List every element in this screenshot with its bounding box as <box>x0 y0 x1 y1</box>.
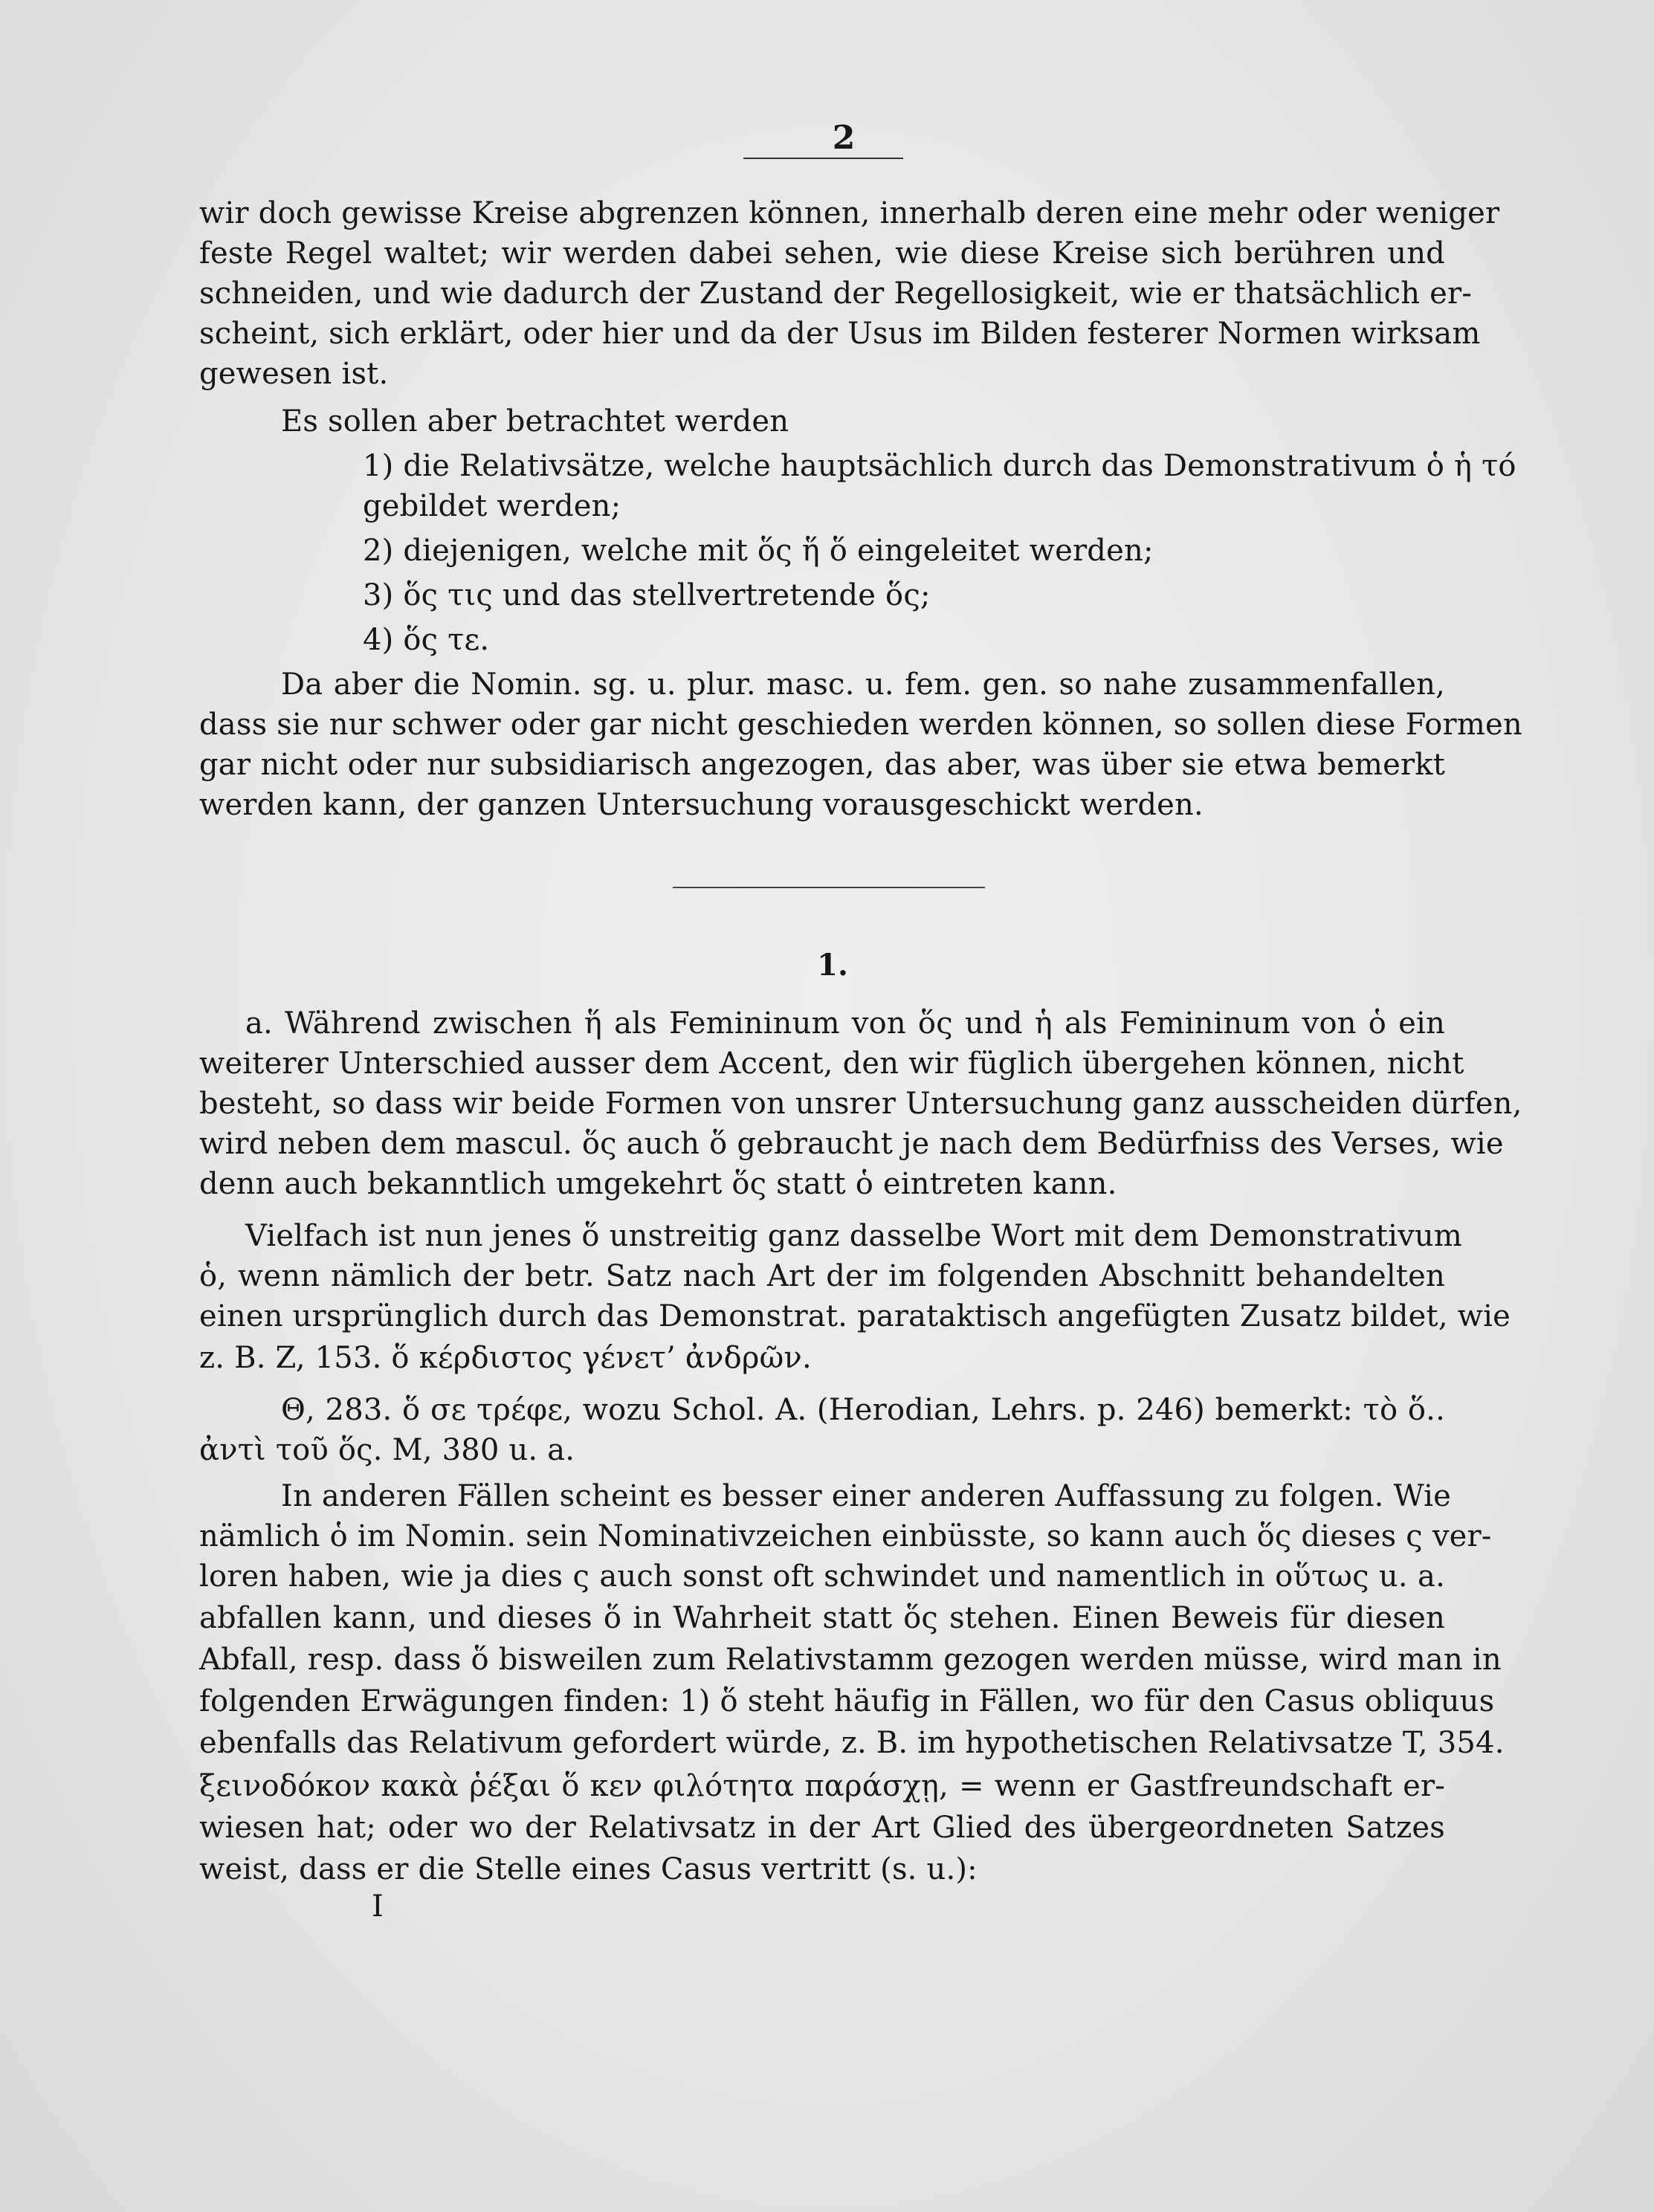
list-intro: Es sollen aber betrachtet werden <box>281 404 789 439</box>
section-number: 1. <box>817 948 848 983</box>
text-line: wiesen hat; oder wo der Relativsatz in der Art Glied des übergeordneten Satzes <box>199 1811 1445 1845</box>
signature-mark: I <box>372 1889 384 1924</box>
text-line: besteht, so dass wir beide Formen von unsrer Untersuchung ganz ausscheiden dürfen, <box>199 1087 1522 1121</box>
text-line: Abfall, resp. dass ὅ bisweilen zum Relativstamm gezogen werden müsse, wird man in <box>199 1643 1502 1677</box>
list-item-1: 1) die Relativsätze, welche hauptsächlich durch das Demonstrativum ὁ ἡ τό <box>363 449 1516 483</box>
text-line: feste Regel waltet; wir werden dabei sehen, wie diese Kreise sich berühren und <box>199 236 1445 271</box>
text-line: weiterer Unterschied ausser dem Accent, den wir füglich übergehen können, nicht <box>199 1047 1464 1081</box>
section-divider <box>673 887 985 888</box>
text-line: Da aber die Nomin. sg. u. plur. masc. u. fem. gen. so nahe zusammenfallen, <box>281 667 1445 702</box>
text-line: gar nicht oder nur subsidiarisch angezogen, das aber, was über sie etwa bemerkt <box>199 748 1445 782</box>
list-item-1-cont: gebildet werden; <box>363 489 621 523</box>
text-line: a. Während zwischen ἥ als Femininum von ὅς und ἡ als Femininum von ὁ ein <box>245 1006 1445 1041</box>
text-line: wir doch gewisse Kreise abgrenzen können, innerhalb deren eine mehr oder weniger <box>199 196 1500 230</box>
text-line: folgenden Erwägungen finden: 1) ὅ steht häufig in Fällen, wo für den Casus obliquus <box>199 1684 1495 1718</box>
text-line: ὁ, wenn nämlich der betr. Satz nach Art der im folgenden Abschnitt behandelten <box>199 1259 1445 1293</box>
text-line: Vielfach ist nun jenes ὅ unstreitig ganz dasselbe Wort mit dem Demonstrativum <box>245 1219 1462 1253</box>
text-line: schneiden, und wie dadurch der Zustand der Regellosigkeit, wie er thatsächlich er- <box>199 276 1473 311</box>
text-line: Θ, 283. ὅ σε τρέφε, wozu Schol. A. (Herodian, Lehrs. p. 246) bemerkt: τὸ ὅ.. <box>281 1393 1445 1427</box>
text-line: ebenfalls das Relativum gefordert würde, z. B. im hypothetischen Relativsatze T, 354. <box>199 1726 1505 1760</box>
list-item-3: 3) ὅς τις und das stellvertretende ὅς; <box>363 578 931 612</box>
text-line: ἀντὶ τοῦ ὅς. M, 380 u. a. <box>199 1433 575 1467</box>
text-line: In anderen Fällen scheint es besser einer anderen Auffassung zu folgen. Wie <box>281 1479 1451 1513</box>
list-item-2: 2) diejenigen, welche mit ὅς ἥ ὅ eingeleitet werden; <box>363 534 1154 568</box>
text-line: z. B. Z, 153. ὅ κέρδιστος γένετ’ ἀνδρῶν. <box>199 1341 812 1375</box>
text-line: dass sie nur schwer oder gar nicht geschieden werden können, so sollen diese Formen <box>199 708 1522 742</box>
list-item-4: 4) ὅς τε. <box>363 623 490 657</box>
text-line: gewesen ist. <box>199 357 389 391</box>
text-line: denn auch bekanntlich umgekehrt ὅς statt ὁ eintreten kann. <box>199 1167 1117 1201</box>
text-line: abfallen kann, und dieses ὅ in Wahrheit statt ὅς stehen. Einen Beweis für diesen <box>199 1601 1445 1635</box>
text-line: scheint, sich erklärt, oder hier und da der Usus im Bilden festerer Normen wirksam <box>199 317 1481 351</box>
text-line: weist, dass er die Stelle eines Casus vertritt (s. u.): <box>199 1852 978 1886</box>
text-line: ξεινοδόκον κακὰ ῥέξαι ὅ κεν φιλότητα παράσχῃ, = wenn er Gastfreundschaft er- <box>199 1769 1445 1803</box>
text-line: werden kann, der ganzen Untersuchung vorausgeschickt werden. <box>199 788 1204 822</box>
text-line: loren haben, wie ja dies ς auch sonst oft schwindet und namentlich in οὕτως u. a. <box>199 1559 1445 1594</box>
text-line: nämlich ὁ im Nomin. sein Nominativzeichen einbüsste, so kann auch ὅς dieses ς ver- <box>199 1519 1492 1553</box>
text-line: wird neben dem mascul. ὅς auch ὅ gebraucht je nach dem Bedürfniss des Verses, wie <box>199 1127 1504 1161</box>
page-number: 2 <box>832 119 856 157</box>
text-line: einen ursprünglich durch das Demonstrat. parataktisch angefügten Zusatz bildet, wie <box>199 1299 1511 1333</box>
page-number-rule <box>743 158 903 159</box>
